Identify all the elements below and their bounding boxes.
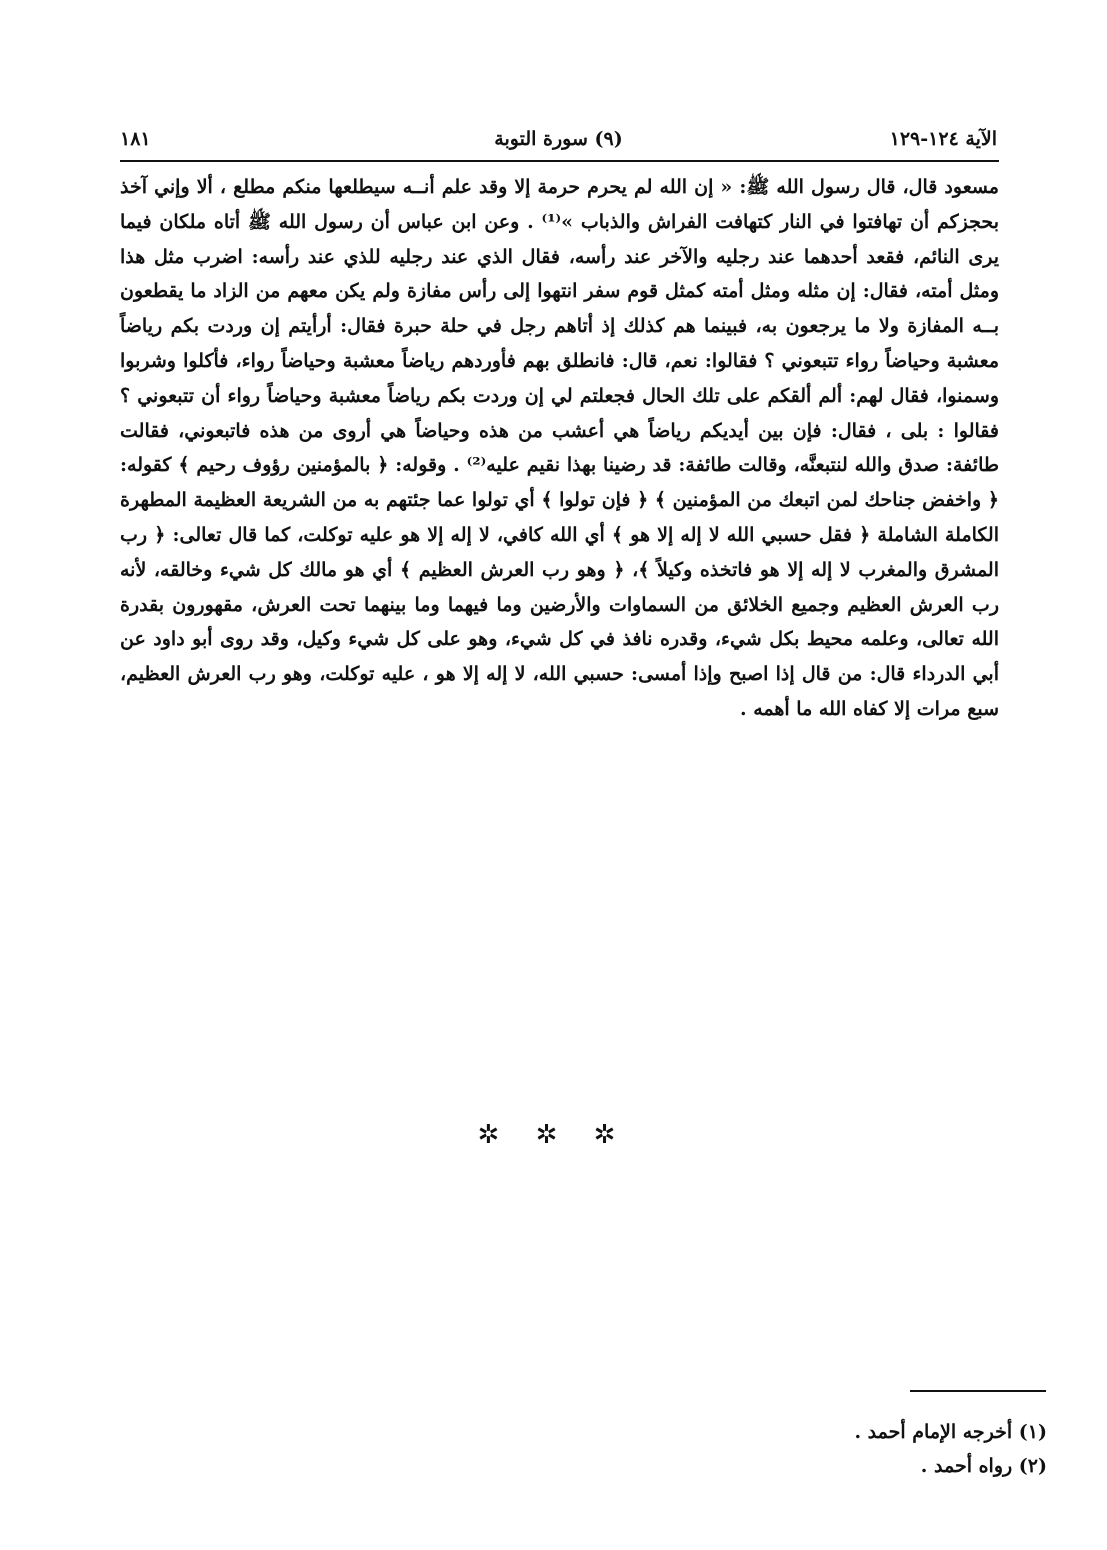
body-text	[120, 170, 999, 727]
footnotes	[854, 1415, 1047, 1483]
page-header	[120, 122, 997, 156]
footnote-rule	[910, 1390, 1046, 1392]
surah-title: (٩) سورة التوبة	[494, 128, 623, 150]
page-number: ١٨١	[120, 128, 151, 150]
footnote-2: (٢) رواه أحمد .	[920, 1455, 1047, 1477]
body-paragraph: مسعود قال، قال رسول الله ﷺ: « إن الله لم يحرم حرمة إلا وقد علم أنــه سيطلعها منكم مطلع ، ألا وإني آخذ بحجزكم أن تهافتوا في النار كتهافت الفراش والذباب »⁽¹⁾ . وعن ابن عباس أن رسول الله ﷺ أتاه ملكان فيما يرى النائم، فقعد أحدهما عند رجليه والآخر عند رأسه، فقال الذي عند رجليه للذي عند رأسه: اضرب مثل هذا ومثل أمته، فقال: إن مثله ومثل أمته كمثل قوم سفر انتهوا إلى رأس مفازة ولم يكن معهم من الزاد ما يقطعون بــه المفازة ولا ما يرجعون به، فبينما هم كذلك إذ أتاهم رجل في حلة حبرة فقال: أرأيتم إن وردت بكم رياضاً معشبة وحياضاً رواء تتبعوني ؟ فقالوا: نعم، قال: فانطلق بهم فأوردهم رياضاً معشبة وحياضاً رواء، فأكلوا وشربوا وسمنوا، فقال لهم: ألم ألقكم على تلك الحال فجعلتم لي إن وردت بكم رياضاً معشبة وحياضاً رواء أن تتبعوني ؟ فقالوا : بلى ، فقال: فإن بين أيديكم رياضاً هي أعشب من هذه وحياضاً هي أروى من هذه فاتبعوني، فقالت طائفة: صدق والله لنتبعنَّه، وقالت طائفة: قد رضينا بهذا نقيم عليه⁽²⁾ . وقوله: ﴿ بالمؤمنين رؤوف رحيم ﴾ كقوله: ﴿ واخفض جناحك لمن اتبعك من المؤمنين ﴾ ﴿ فإن تولوا ﴾ أي تولوا عما جئتهم به من الشريعة العظيمة المطهرة الكاملة الشاملة ﴿ فقل حسبي الله لا إله إلا هو ﴾ أي الله كافي، لا إله إلا هو عليه توكلت، كما قال تعالى: ﴿ رب المشرق والمغرب لا إله إلا هو فاتخذه وكيلاً ﴾، ﴿ وهو رب العرش العظيم ﴾ أي هو مالك كل شيء وخالقه، لأنه رب العرش العظيم وجميع الخلائق من السماوات والأرضين وما فيهما وما بينهما تحت العرش، مقهورون بقدرة الله تعالى، وعلمه محيط بكل شيء، وقدره نافذ في كل شيء، وهو على كل شيء وكيل، وقد روى أبو داود عن أبي الدرداء قال: من قال إذا اصبح وإذا أمسى: حسبي الله، لا إله إلا هو ، عليه توكلت، وهو رب العرش العظيم، سبع مرات إلا كفاه الله ما أهمه .	[120, 176, 999, 720]
section-separator: ✲ ✲ ✲	[477, 1120, 630, 1150]
verse-range: الآية ١٢٤-١٢٩	[889, 128, 997, 150]
header-rule	[120, 160, 999, 162]
footnote-1: (١) أخرجه الإمام أحمد .	[854, 1421, 1047, 1443]
